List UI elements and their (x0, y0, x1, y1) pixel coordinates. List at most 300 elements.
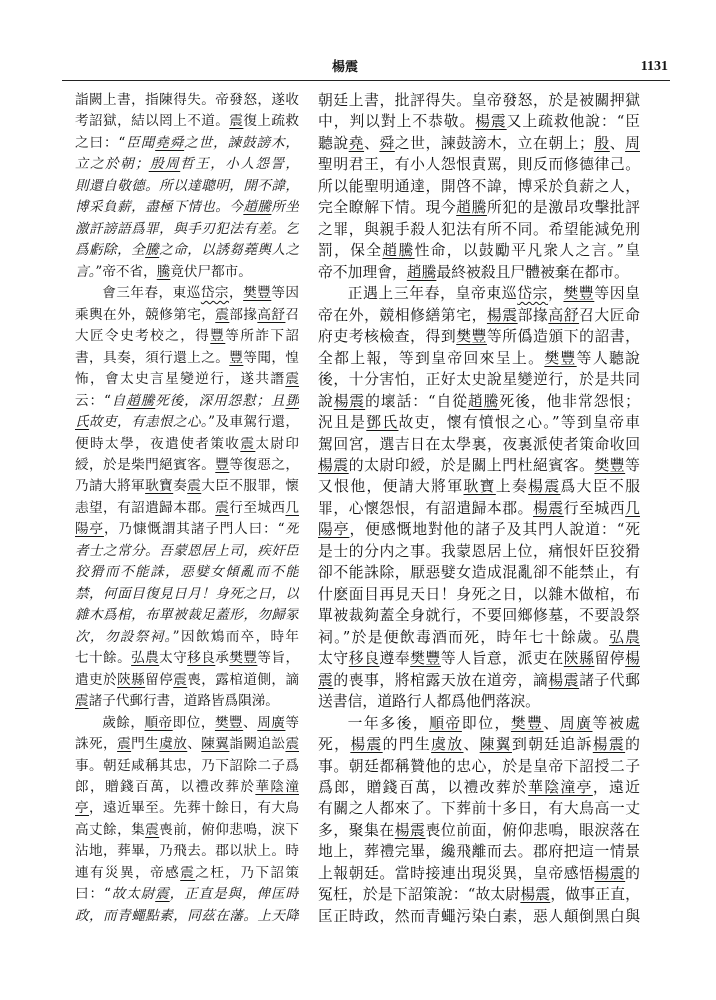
text-run: 等人旨意，派吏在 (440, 650, 564, 668)
text-line (75, 841, 299, 862)
text-run: 之曰：“ (75, 134, 126, 151)
text-run: 等人聽說 (576, 349, 640, 367)
text-run: 詣闕上書，指陳得失。帝發怒，遂收 (75, 92, 299, 108)
underlined-proper-name: 陽亭 (318, 521, 350, 539)
underlined-proper-name: 高舒 (548, 306, 580, 324)
text-line (75, 863, 299, 884)
text-run: 書，具奏，須行還上之。 (75, 349, 230, 366)
text-run: 全都上報，等到皇帝回來呈上。 (318, 349, 545, 367)
text-line (75, 884, 299, 905)
underlined-proper-name: 亭 (75, 800, 90, 817)
text-line (318, 391, 640, 412)
text-run: 的門生 (382, 736, 432, 754)
underlined-proper-name: 樊豐 (563, 285, 595, 303)
text-run: 奏 (173, 478, 188, 495)
underlined-proper-name: 弘農 (131, 650, 160, 667)
text-line (75, 648, 299, 669)
quoted-text: 政，而青蠅點素，同茲在藩。上天降 (75, 907, 299, 924)
text-line (75, 562, 299, 583)
underlined-proper-name: 騰 (145, 242, 160, 259)
text-line (318, 197, 640, 218)
text-line (75, 154, 299, 175)
text-run: ，遠近畢至。先葬十餘日，有大鳥 (89, 800, 299, 817)
text-run: 乘輿在外，競修第宅， (75, 306, 216, 323)
quoted-text: 禁，何面目復見日月！身死之日，以 (75, 585, 299, 602)
text-run: 什麽面目再見天日！身死之日，以雜木做棺，布 (318, 585, 640, 603)
text-line (75, 906, 299, 927)
text-line (318, 283, 640, 304)
underlined-proper-name: 震 (318, 671, 334, 689)
underlined-proper-name: 樊豐 (544, 349, 577, 367)
text-run: 行至城西 (563, 499, 626, 517)
text-line (318, 455, 640, 476)
underlined-proper-name: 舜 (379, 134, 395, 152)
text-run: 之枉，乃下詔策 (195, 864, 299, 881)
text-run: 曰：“ (75, 886, 111, 903)
text-run: 是士的分内之事。我蒙恩居上位，痛恨奸臣狡猾 (318, 542, 640, 560)
quoted-text: 激訐謗語爲罪，與手刃犯法有差。乞 (75, 220, 299, 237)
underlined-proper-name: 陳翼 (479, 736, 512, 754)
underlined-proper-name: 楊震 (548, 671, 580, 689)
underlined-proper-name: 周 (625, 134, 640, 152)
underlined-proper-name: 陽亭 (75, 521, 104, 538)
text-run: 留停 (594, 650, 626, 668)
text-line (318, 240, 640, 261)
text-line (75, 348, 299, 369)
underlined-proper-name: 震 (145, 821, 160, 838)
underlined-proper-name: 鄧氏 (366, 414, 399, 432)
text-run: 完全瞭解下情。現今 (318, 199, 457, 217)
text-line (318, 498, 640, 519)
underlined-proper-name: 豐 (215, 456, 230, 473)
text-run: 有關之人都來了。下葬前十多日，有大鳥高一丈 (318, 800, 640, 818)
quoted-text: 臣聞 (125, 134, 156, 151)
text-line (75, 305, 299, 326)
text-run: 諸子代郵 (579, 671, 640, 689)
underlined-proper-name: 騰 (156, 263, 171, 280)
underlined-proper-name: 震 (240, 435, 256, 452)
underlined-proper-name: 楊震 (594, 864, 626, 882)
text-line (75, 476, 299, 497)
underlined-proper-name: 几 (625, 499, 640, 517)
text-run: ，便感慨地對他的諸子及其門人說道：“死 (349, 521, 640, 539)
underlined-proper-name: 震 (173, 671, 188, 688)
text-line (75, 820, 299, 841)
text-run: 等因 (271, 285, 299, 302)
quoted-text: ，正直是與，俾匡時 (169, 886, 299, 903)
underlined-proper-name: 華陰 (255, 779, 286, 795)
text-run: ”因飲鴆而卒，時年 (172, 628, 299, 645)
underlined-proper-name: 震 (187, 478, 202, 495)
underlined-proper-name: 震 (117, 736, 132, 753)
text-run: 帝不加理會， (318, 263, 407, 281)
text-run: 上奏 (495, 478, 529, 496)
text-run: 會三年春，東巡 (102, 285, 201, 302)
quoted-text: 則還自敬德。所以達聰明，開不諱， (75, 177, 299, 194)
text-run: ， (548, 285, 564, 303)
text-run: 卻不能誅除，厭惡嬖女造成混亂卻不能禁止，有 (318, 564, 640, 582)
text-run: 等所僞造頒下的詔書， (486, 328, 640, 346)
text-run: 竟伏尸都市。 (170, 263, 252, 280)
text-run: 朝廷上書，批評得失。皇帝發怒，於是被關押獄 (318, 92, 640, 109)
text-run: 等旨， (257, 650, 299, 667)
text-line (318, 519, 640, 540)
quoted-text: 立之於朝； (75, 156, 149, 173)
text-run: 歲餘， (102, 714, 145, 731)
text-line (318, 605, 640, 626)
text-run: 恚望，有詔遣歸本郡。 (75, 499, 216, 516)
text-run: 中，判以對上不恭敬。 (318, 113, 476, 131)
underlined-proper-name: 楊震 (318, 456, 349, 474)
text-line (318, 798, 640, 819)
underlined-proper-name: 震 (285, 371, 299, 388)
text-line (318, 884, 640, 905)
underlined-proper-name: 震 (155, 886, 170, 903)
underlined-proper-name: 趙騰 (406, 263, 437, 281)
text-run: 部掾 (517, 306, 549, 324)
text-run: 爲大臣不服 (560, 478, 640, 496)
text-run: 、 (364, 134, 380, 152)
text-run: 正遇上三年春，皇帝東巡 (347, 285, 518, 303)
text-run: 送書信，道路行人都爲他們落淚。 (318, 693, 540, 711)
text-run: 所犯的是激昂攻擊批評 (486, 199, 640, 217)
underlined-proper-name: 震 (215, 306, 230, 323)
text-line (318, 305, 640, 326)
underlined-proper-name: 陝縣 (563, 650, 595, 668)
text-run: 事。朝廷都稱贊他的忠心，於是皇帝下詔授二子 (318, 757, 640, 775)
text-line (318, 133, 640, 154)
underlined-proper-name: 趙騰 (243, 199, 272, 216)
text-run: ， (229, 285, 244, 302)
running-head-title: 楊震 (331, 60, 358, 75)
quoted-text: 故吏，有恚恨之心。 (89, 414, 209, 431)
text-run: 等 (285, 714, 299, 731)
text-run: 、 (609, 134, 626, 152)
text-line (318, 219, 640, 240)
underlined-proper-name: 趙騰 (126, 392, 156, 409)
text-run: 等因皇 (594, 285, 640, 303)
text-line (75, 691, 299, 712)
text-run: 喪前，俯仰悲鳴，淚下 (159, 821, 299, 838)
underlined-proper-name: 鄧 (285, 392, 299, 409)
text-run: 單被裁夠蓋全身就行，不要回鄉修墓，不要設祭 (318, 607, 640, 625)
quoted-text: 哲王，小人怨詈， (180, 156, 299, 173)
text-run: 即位， (172, 714, 215, 731)
underlined-proper-name: 楊震 (592, 736, 626, 754)
text-line (318, 777, 640, 798)
underlined-proper-name: 潼亭 (560, 779, 593, 796)
text-run: 之罪，與親手殺人犯法有所不同。希望能減免刑 (318, 220, 640, 238)
underlined-proper-name: 陝縣 (117, 671, 146, 688)
text-line (75, 777, 299, 798)
text-line (318, 820, 640, 841)
text-run: 上報朝廷。當時接連出現災異，皇帝感悟 (318, 864, 595, 882)
text-run: 之世，諫鼓謗木，立在朝上； (394, 134, 594, 152)
text-line (75, 734, 299, 755)
classical-text-column (75, 90, 299, 930)
text-run: 的喪事，將棺露天放在道旁，謫 (333, 671, 549, 689)
quoted-text: 雜木爲棺，布單被裁足蓋形，勿歸冢 (75, 607, 299, 624)
text-line (75, 498, 299, 519)
text-line (318, 648, 640, 669)
text-line (75, 713, 299, 734)
text-run: 、 (463, 736, 480, 754)
underlined-proper-name: 趙騰 (467, 392, 500, 410)
underlined-proper-name: 趙騰 (456, 199, 487, 217)
text-line (75, 326, 299, 347)
text-run: 的 (625, 864, 640, 882)
underlined-proper-name: 楊震 (486, 306, 518, 324)
underlined-proper-name: 樊豐 (410, 650, 441, 668)
underlined-proper-name: 高舒 (257, 306, 286, 323)
text-run: 綬，於是柴門絕賓客。 (75, 456, 216, 473)
text-run: 遣吏於 (75, 671, 118, 688)
text-line (75, 369, 299, 390)
text-run: 死後，他非常怨恨； (499, 392, 640, 410)
underlined-proper-name: 虞放 (431, 736, 464, 754)
underlined-proper-name: 虞放 (159, 736, 188, 753)
text-run: 怖，會太史言星變逆行，遂共譖 (75, 371, 286, 388)
text-run: ，遠近 (592, 779, 640, 796)
underlined-proper-name: 周廣 (559, 714, 593, 732)
underlined-proper-name: 殷 (593, 134, 610, 152)
underlined-proper-name: 豐 (229, 349, 244, 366)
text-run: 祠。”於是便飲毒酒而死，時年七十餘歲。 (318, 628, 610, 646)
text-line (318, 713, 640, 734)
underlined-proper-name: 震 (180, 864, 196, 881)
text-line (318, 541, 640, 562)
underlined-proper-name: 耿寶 (463, 478, 496, 496)
text-run: 又恨他，便請大將軍 (318, 478, 464, 496)
quoted-text: 死 (284, 521, 299, 538)
underlined-proper-name: 殷周 (148, 156, 181, 173)
text-run: 等聞，惶 (243, 349, 299, 366)
text-line (318, 756, 640, 777)
text-run: 便時太學，夜遣使者策收 (75, 435, 241, 452)
text-line (318, 262, 640, 283)
text-run: 七十餘。 (75, 650, 132, 667)
text-line (318, 326, 640, 347)
text-line (75, 283, 299, 304)
text-run: 太守 (159, 650, 188, 667)
text-run: 事。朝廷咸稱其忠，乃下詔除二子爲 (75, 757, 299, 774)
text-run: 大臣不服罪，懷 (201, 478, 299, 495)
text-run: 帝在外，競相修繕第宅， (318, 306, 487, 324)
quoted-text: 自 (110, 392, 127, 409)
quoted-text: 爲虧除，全 (75, 242, 146, 259)
text-run: 諸子代郵行書，道路皆爲隕涕。 (88, 693, 279, 710)
text-line (75, 412, 299, 433)
underlined-proper-name: 楊震 (350, 736, 383, 754)
underlined-proper-name: 震 (229, 113, 244, 130)
text-run: 爲郎，贈錢百萬，以禮改葬於 (318, 779, 529, 796)
underlined-proper-name: 楊震 (520, 886, 551, 904)
underlined-proper-name: 陳翼 (201, 736, 230, 753)
text-run: 匡正時政，然而青蠅污染白素，惡人顛倒黑白與 (318, 907, 640, 925)
underlined-proper-name: 華陰 (528, 779, 561, 796)
underlined-proper-name: 樊豐 (594, 456, 626, 474)
text-line (318, 734, 640, 755)
text-run: 死， (318, 736, 351, 754)
underlined-proper-name: 楊震 (333, 392, 366, 410)
text-line (75, 627, 299, 648)
text-line (318, 476, 640, 497)
text-run: 復上疏救 (243, 113, 299, 130)
underlined-proper-name: 堯 (348, 134, 365, 152)
underlined-proper-name: 樊豐 (456, 328, 487, 346)
text-run: 喪，露棺道側，謫 (187, 671, 299, 688)
text-run: 聖明君王，有小人怨恨責駡，則反而修德律己。 (318, 156, 640, 174)
underlined-proper-name: 順帝 (144, 714, 173, 731)
text-run: 連有災異，帝感 (75, 864, 181, 881)
text-run: 云：“ (75, 392, 111, 409)
text-run: 承 (215, 650, 230, 667)
quoted-text: 死後，深用怨懟；且 (155, 392, 286, 409)
text-line (318, 348, 640, 369)
underlined-proper-name: 移良 (348, 650, 380, 668)
text-line (75, 240, 299, 261)
quoted-text: 者士之常分。吾蒙恩居上司，疾奸臣 (75, 542, 299, 559)
text-run: 到朝廷追訴 (511, 736, 593, 754)
text-line (75, 90, 299, 111)
text-run: 行至城西 (229, 499, 286, 516)
text-run: 等復惡之， (229, 456, 299, 473)
underlined-proper-name: 耿寶 (145, 478, 174, 495)
text-run: 的 (625, 736, 640, 754)
text-line (75, 434, 299, 455)
underlined-proper-name: 樊豐 (214, 714, 244, 731)
text-run: 留停 (145, 671, 174, 688)
underlined-proper-name: 氏 (75, 414, 89, 431)
underlined-proper-name: 楊 (625, 650, 640, 668)
underlined-proper-name: 移良 (187, 650, 216, 667)
text-run: 的太尉印綬，於是關上門杜絕賓客。 (348, 456, 595, 474)
text-run: 故吏，懷有憤恨之心。”等到皇帝車 (398, 414, 640, 432)
quoted-text: 故太尉 (110, 886, 156, 903)
text-line (318, 369, 640, 390)
text-line (318, 412, 640, 433)
text-run: 等 (625, 456, 640, 474)
text-line (75, 455, 299, 476)
text-line (75, 197, 299, 218)
text-run: 所以能聖明通達，開啓不諱，博采於負薪之人， (318, 177, 640, 195)
underlined-proper-name: 堯舜 (155, 134, 185, 151)
text-run: 最終被殺且尸體被棄在都市。 (436, 263, 629, 281)
text-run: 、 (187, 736, 202, 753)
wavy-underlined-place-name: 岱宗 (200, 285, 230, 302)
text-line (75, 756, 299, 777)
text-run: 罰，保全 (318, 242, 383, 260)
underlined-proper-name: 樊豐 (243, 285, 272, 302)
underlined-proper-name: 趙騰 (382, 242, 415, 260)
text-run: 又上疏救他說：“臣 (506, 113, 640, 131)
quoted-text: 次，勿設祭祠。 (75, 628, 173, 645)
text-run: 一年多後， (347, 714, 430, 732)
text-line (75, 584, 299, 605)
text-run: 府吏考核檢查，得到 (318, 328, 457, 346)
text-run: 等所詐下詔 (225, 328, 299, 345)
text-run: 冤枉，於是下詔策說：“故太尉 (318, 886, 521, 904)
text-line (318, 906, 640, 927)
header-rule (62, 80, 670, 81)
text-run: 後，十分害怕，正好太史說星變逆行，於是共同 (318, 371, 640, 389)
text-line (75, 670, 299, 691)
text-run: 太尉印 (255, 435, 299, 452)
text-line (318, 176, 640, 197)
text-run: ”帝不省， (95, 263, 157, 280)
underlined-proper-name: 震 (75, 693, 89, 710)
text-line (75, 798, 299, 819)
underlined-proper-name: 楊震 (528, 478, 561, 496)
quoted-text: 狡猾而不能誅，惡嬖女傾亂而不能 (75, 564, 299, 581)
text-run: 況且是 (318, 414, 367, 432)
text-run: 等被處 (592, 714, 640, 732)
wavy-underlined-place-name: 岱宗 (517, 285, 549, 303)
underlined-proper-name: 楊震 (533, 499, 564, 517)
text-line (318, 90, 640, 111)
text-run: 即位， (461, 714, 511, 732)
text-run: 大匠令史考校之，得 (75, 328, 211, 345)
text-run: ，做事正直， (550, 886, 640, 904)
text-run: 性命，以鼓勵平凡衆人之言。”皇 (414, 242, 640, 260)
text-line (318, 154, 640, 175)
text-line (318, 863, 640, 884)
text-line (75, 541, 299, 562)
text-run: 乃請大將軍 (75, 478, 146, 495)
text-run: 誅死， (75, 736, 118, 753)
text-run: 的壞話：“自從 (365, 392, 468, 410)
text-line (75, 133, 299, 154)
underlined-proper-name: 潼 (285, 779, 299, 795)
underlined-proper-name: 震 (285, 736, 299, 753)
underlined-proper-name: 樊豐 (229, 650, 258, 667)
text-line (318, 841, 640, 862)
text-run: 沾地，葬畢，乃飛去。郡以狀上。時 (75, 843, 299, 860)
text-line (318, 434, 640, 455)
underlined-proper-name: 周廣 (257, 714, 286, 731)
quoted-text: 博采負薪，盡極下情也。今 (75, 199, 244, 216)
text-line (318, 670, 640, 691)
text-run: 、 (543, 714, 560, 732)
text-run: 、 (243, 714, 258, 731)
quoted-text: 之命，以誘芻蕘輿人之 (159, 242, 299, 259)
text-line (318, 627, 640, 648)
underlined-proper-name: 几 (285, 499, 299, 516)
text-line (75, 219, 299, 240)
quoted-text: 言。 (75, 263, 96, 280)
text-line (318, 562, 640, 583)
text-run: 太守 (318, 650, 349, 668)
text-run: 部掾 (229, 306, 258, 323)
text-run: 考詔獄，結以罔上不道。 (75, 113, 230, 130)
text-line (75, 391, 299, 412)
text-line (318, 111, 640, 132)
quoted-text: 所坐 (271, 199, 299, 216)
text-run: 召大匠命 (579, 306, 640, 324)
text-run: 聽說 (318, 134, 349, 152)
underlined-proper-name: 楊震 (394, 821, 426, 839)
text-run: ”及車駕行還， (208, 414, 299, 431)
text-run: 召 (285, 306, 299, 323)
quoted-text: 之世，諫鼓謗木， (184, 134, 299, 151)
underlined-proper-name: 豐 (210, 328, 226, 345)
text-run: 詣闕追訟 (229, 736, 286, 753)
text-run: 多，聚集在 (318, 821, 395, 839)
underlined-proper-name: 弘農 (609, 628, 640, 646)
page-number: 1131 (640, 59, 668, 74)
text-line (318, 584, 640, 605)
text-run: 門生 (131, 736, 160, 753)
